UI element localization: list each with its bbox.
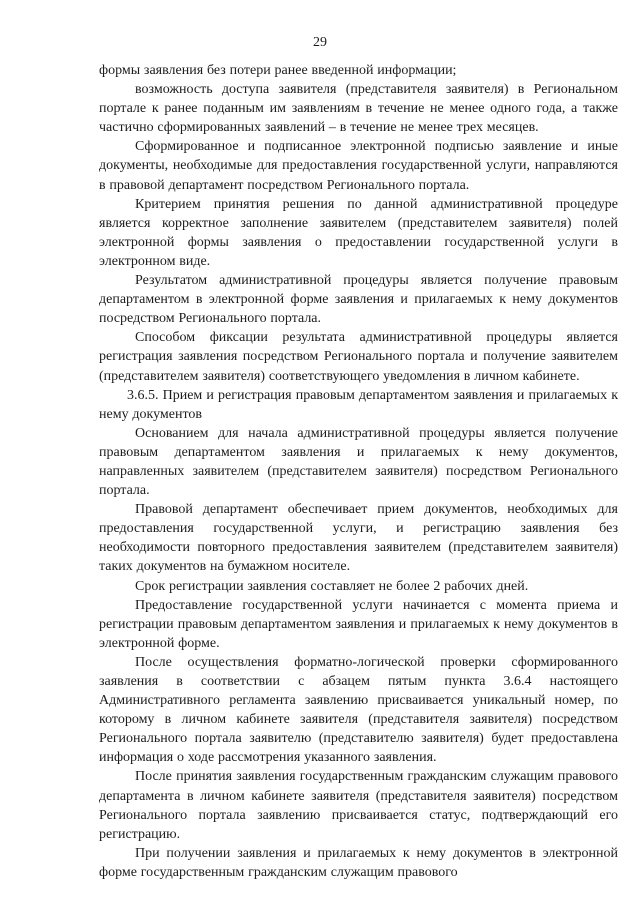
document-body — [99, 61, 618, 882]
paragraph-service-start: Предоставление государственной услуги начинается с момента приема и регистрации правовым департаментом заявления и прилагаемых к нему документов в электронной форме. — [99, 597, 618, 651]
paragraph-procedure-basis: Основанием для начала административной процедуры является получение правовым департаментом заявления и прилагаемых к нему документов, направленных заявителем (представителем заявителя) посредством Регионального портала. — [99, 425, 618, 499]
paragraph-access-previous-applications: возможность доступа заявителя (представителя заявителя) в Региональном портале к ранее поданным им заявлениям в течение не менее одного года, а также частично сформированных заявлений – в течение не менее трех месяцев. — [99, 82, 618, 136]
page-number: 29 — [313, 35, 327, 50]
paragraph-status-assignment: После принятия заявления государственным гражданским служащим правового департамента в личном кабинете заявителя (представителя заявителя) посредством Регионального портала заявлению присваивается статус, подтверждающий его регистрацию. — [99, 769, 618, 842]
section-heading-3-6-5: 3.6.5. Прием и регистрация правовым департаментом заявления и прилагаемых к нему документов — [99, 387, 618, 422]
paragraph-form-continuation: формы заявления без потери ранее введенной информации; — [99, 63, 457, 78]
paragraph-electronic-receipt: При получении заявления и прилагаемых к нему документов в электронной форме государственным гражданским служащим правового — [99, 845, 618, 880]
paragraph-document-reception: Правовой департамент обеспечивает прием документов, необходимых для предоставления государственной услуги, и регистрацию заявления без необходимости повторного предоставления заявителем (представителем заявителя) таких документов на бумажном носителе. — [99, 502, 618, 575]
paragraph-unique-number: После осуществления форматно-логической проверки сформированного заявления в соответствии с абзацем пятым пункта 3.6.4 настоящего Административного регламента заявлению присваивается уникальный номер, по которому в личном кабинете заявителя (представителя заявителя) посредством Регионального портала заявителю (представителю заявителя) будет предоставлена информация о ходе рассмотрения указанного заявления. — [99, 654, 618, 766]
paragraph-procedure-result: Результатом административной процедуры является получение правовым департаментом в электронной форме заявления и прилагаемых к нему документов посредством Регионального портала. — [99, 273, 618, 327]
paragraph-registration-term: Срок регистрации заявления составляет не более 2 рабочих дней. — [135, 578, 529, 594]
paragraph-signed-application: Сформированное и подписанное электронной подписью заявление и иные документы, необходимые для предоставления государственной услуги, направляются в правовой департамент посредством Регионального портала. — [99, 139, 618, 193]
paragraph-result-recording: Способом фиксации результата административной процедуры является регистрация заявления посредством Регионального портала и получение заявителем (представителем заявителя) соответствующего уведомления в личном кабинете. — [99, 330, 618, 384]
paragraph-decision-criterion: Критерием принятия решения по данной административной процедуре является корректное заполнение заявителем (представителем заявителя) полей электронной формы заявления о предоставлении государственной услуги в электронном виде. — [99, 196, 618, 269]
